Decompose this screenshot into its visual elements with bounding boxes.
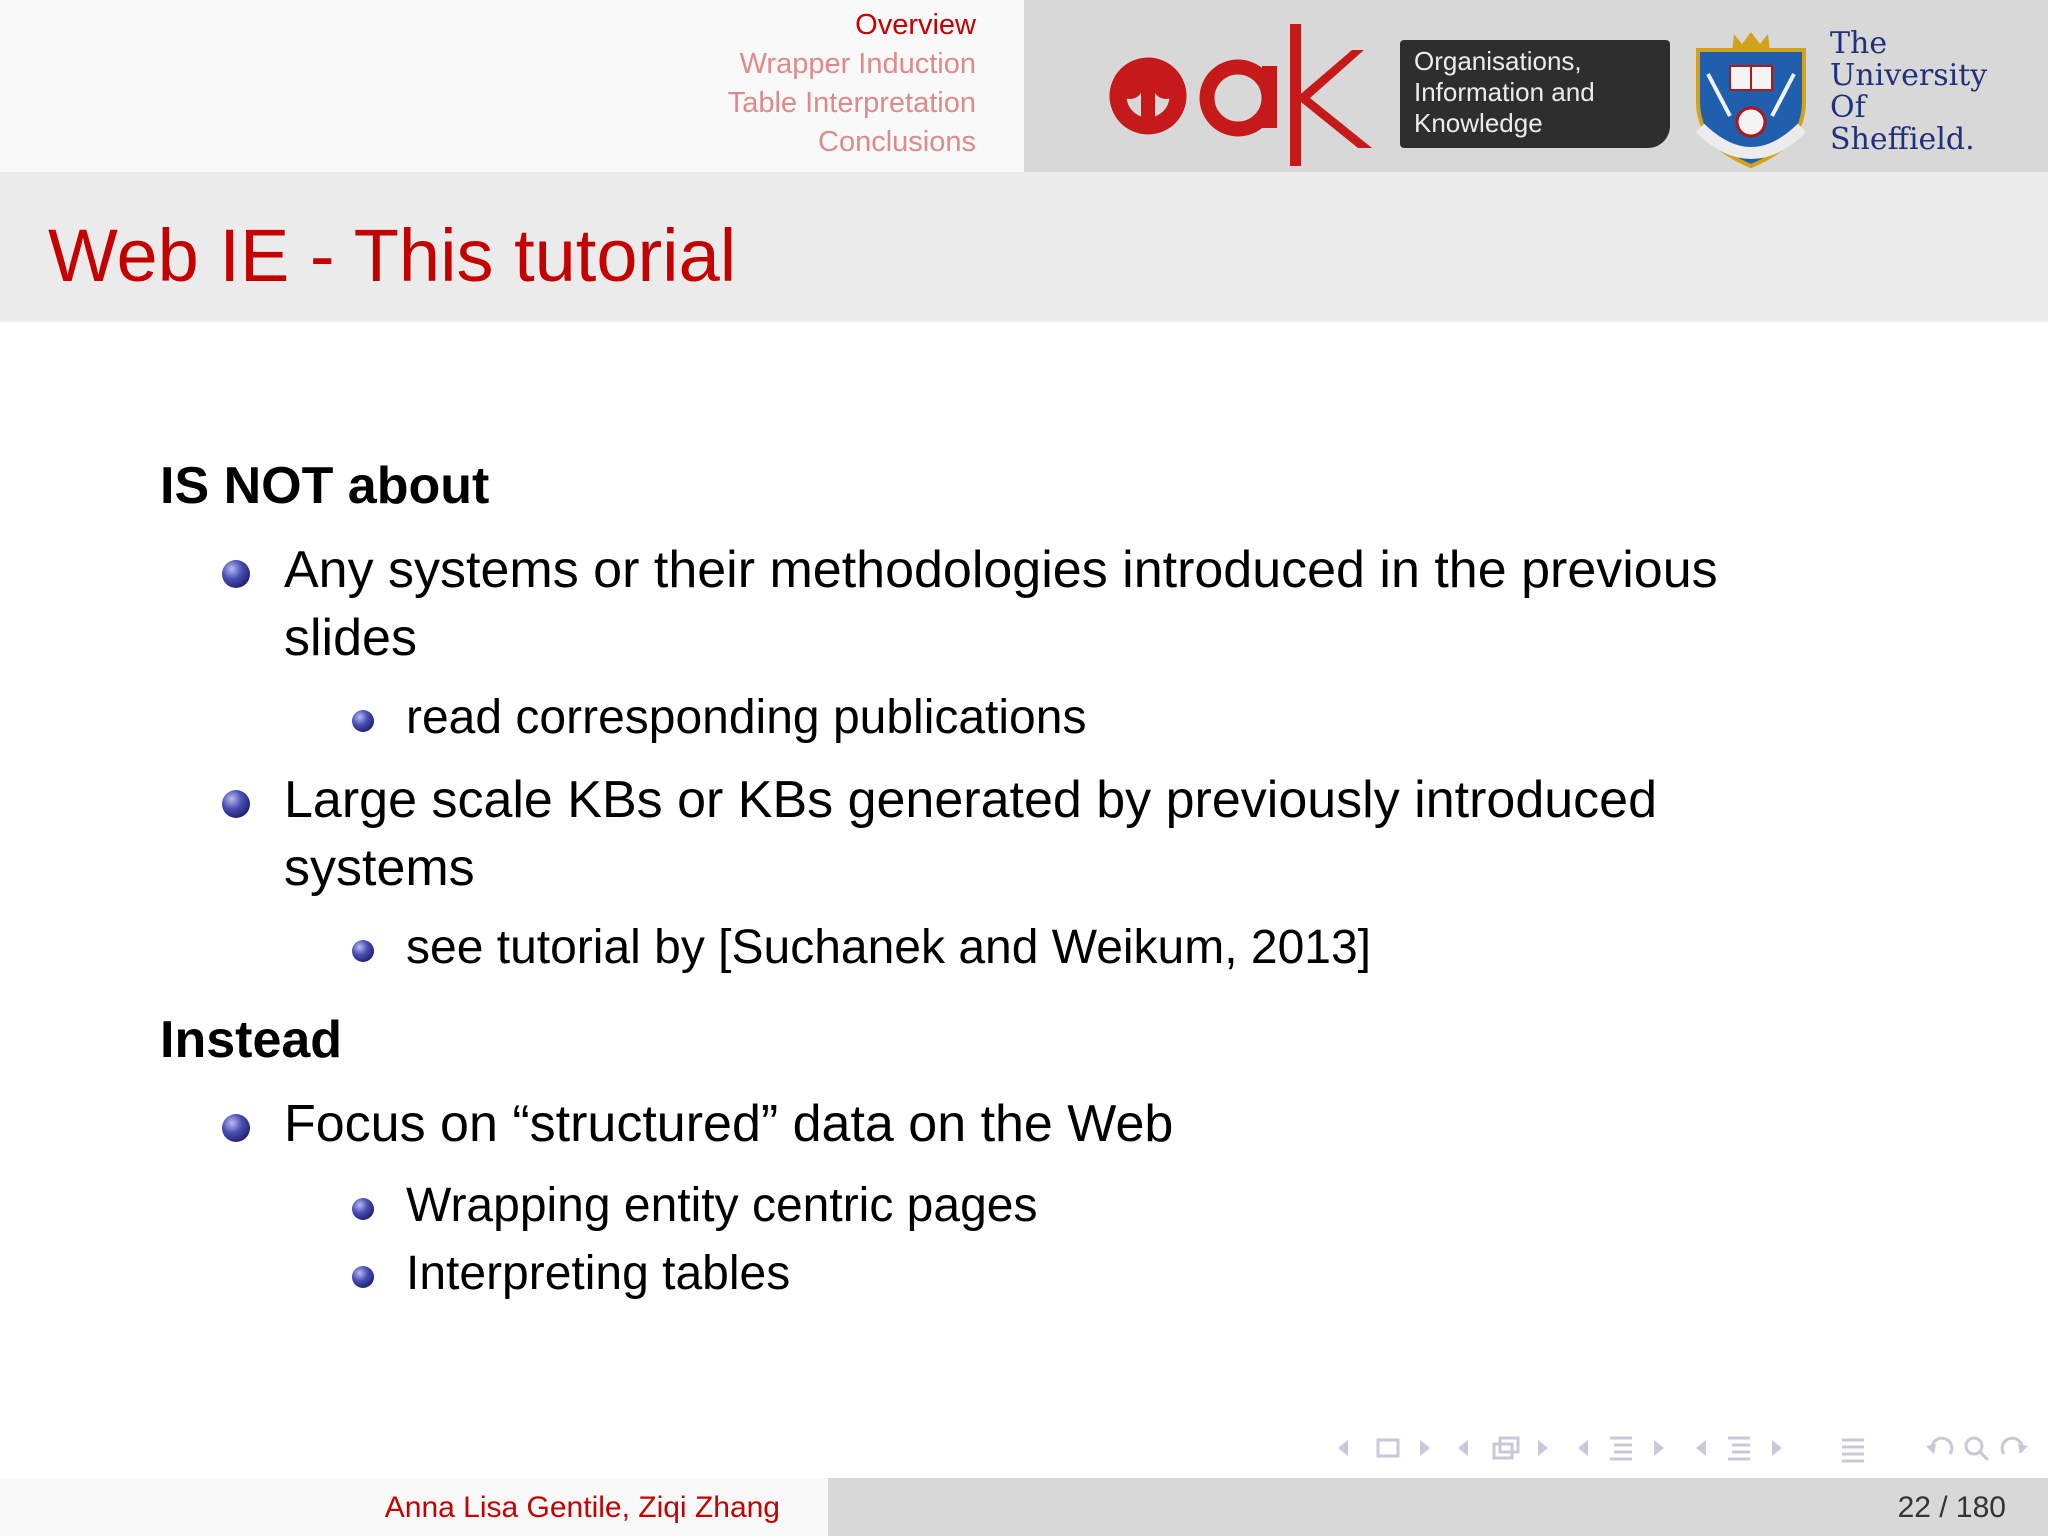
list-subitem: read corresponding publications: [406, 691, 1087, 744]
list-item: Any systems or their methodologies introduced in the previous slides: [284, 541, 1718, 667]
back-icon[interactable]: [1922, 1428, 1956, 1468]
next-slide-arrow-icon[interactable]: [1418, 1428, 1432, 1468]
section-icon[interactable]: [1724, 1428, 1754, 1468]
university-name-line-3: Of: [1830, 90, 1866, 125]
search-icon[interactable]: [1960, 1428, 1994, 1468]
list-subitem: see tutorial by [Suchanek and Weikum, 2013]: [406, 921, 1372, 974]
prev-frame-arrow-icon[interactable]: [1456, 1428, 1470, 1468]
university-name-line-1: The: [1830, 26, 1888, 61]
university-name: [1830, 28, 1987, 156]
header: [0, 0, 2048, 172]
section-heading-not-about: IS NOT about: [160, 457, 490, 515]
footer-authors: Anna Lisa Gentile, Ziqi Zhang: [384, 1491, 780, 1524]
document-icon[interactable]: [1838, 1428, 1868, 1468]
frame-icon[interactable]: [1374, 1428, 1402, 1468]
bullet-icon: [222, 790, 250, 818]
prev-subsection-arrow-icon[interactable]: [1576, 1428, 1590, 1468]
section-heading-instead: Instead: [160, 1011, 343, 1069]
university-name-line-2: University: [1830, 58, 1988, 93]
oak-logo: [1108, 22, 1372, 170]
prev-section-arrow-icon[interactable]: [1694, 1428, 1708, 1468]
list-subitem: Interpreting tables: [406, 1247, 791, 1300]
next-frame-arrow-icon[interactable]: [1536, 1428, 1550, 1468]
oak-text-line-1: Organisations,: [1414, 46, 1582, 76]
oak-text-line-2: Information and: [1414, 77, 1595, 107]
bullet-icon: [352, 710, 374, 732]
footer-page-pane: [828, 1478, 2048, 1536]
title-bar: [0, 172, 2048, 322]
list-item: Focus on “structured” data on the Web: [284, 1095, 1174, 1153]
nav-item-table-interpretation[interactable]: Table Interpretation: [727, 87, 976, 119]
subsection-icon[interactable]: [1490, 1428, 1524, 1468]
next-section-arrow-icon[interactable]: [1770, 1428, 1784, 1468]
bullet-icon: [352, 1266, 374, 1288]
university-crest-icon: [1690, 28, 1812, 168]
next-subsection-arrow-icon[interactable]: [1652, 1428, 1666, 1468]
list-subitem: Wrapping entity centric pages: [406, 1179, 1038, 1232]
nav-item-conclusions[interactable]: Conclusions: [818, 126, 976, 158]
bullet-icon: [352, 940, 374, 962]
page-number: 22 / 180: [1897, 1491, 2006, 1524]
oak-text-line-3: Knowledge: [1414, 108, 1543, 138]
bullet-icon: [222, 560, 250, 588]
slide-title: Web IE - This tutorial: [48, 214, 737, 297]
section-list-icon[interactable]: [1606, 1428, 1636, 1468]
oak-logo-text-box: [1400, 40, 1670, 148]
university-name-line-4: Sheffield.: [1830, 122, 1975, 157]
section-nav-list: [728, 6, 976, 162]
nav-item-overview[interactable]: Overview: [855, 9, 976, 41]
list-item: Large scale KBs or KBs generated by previously introduced systems: [284, 771, 1657, 897]
nav-item-wrapper-induction[interactable]: Wrapper Induction: [739, 48, 976, 80]
forward-icon[interactable]: [1998, 1428, 2032, 1468]
beamer-navigation-bar: [1330, 1428, 2040, 1468]
prev-slide-arrow-icon[interactable]: [1336, 1428, 1350, 1468]
section-navigation: [0, 0, 1024, 172]
bullet-icon: [352, 1198, 374, 1220]
bullet-icon: [222, 1114, 250, 1142]
footer-authors-pane: [0, 1478, 828, 1536]
